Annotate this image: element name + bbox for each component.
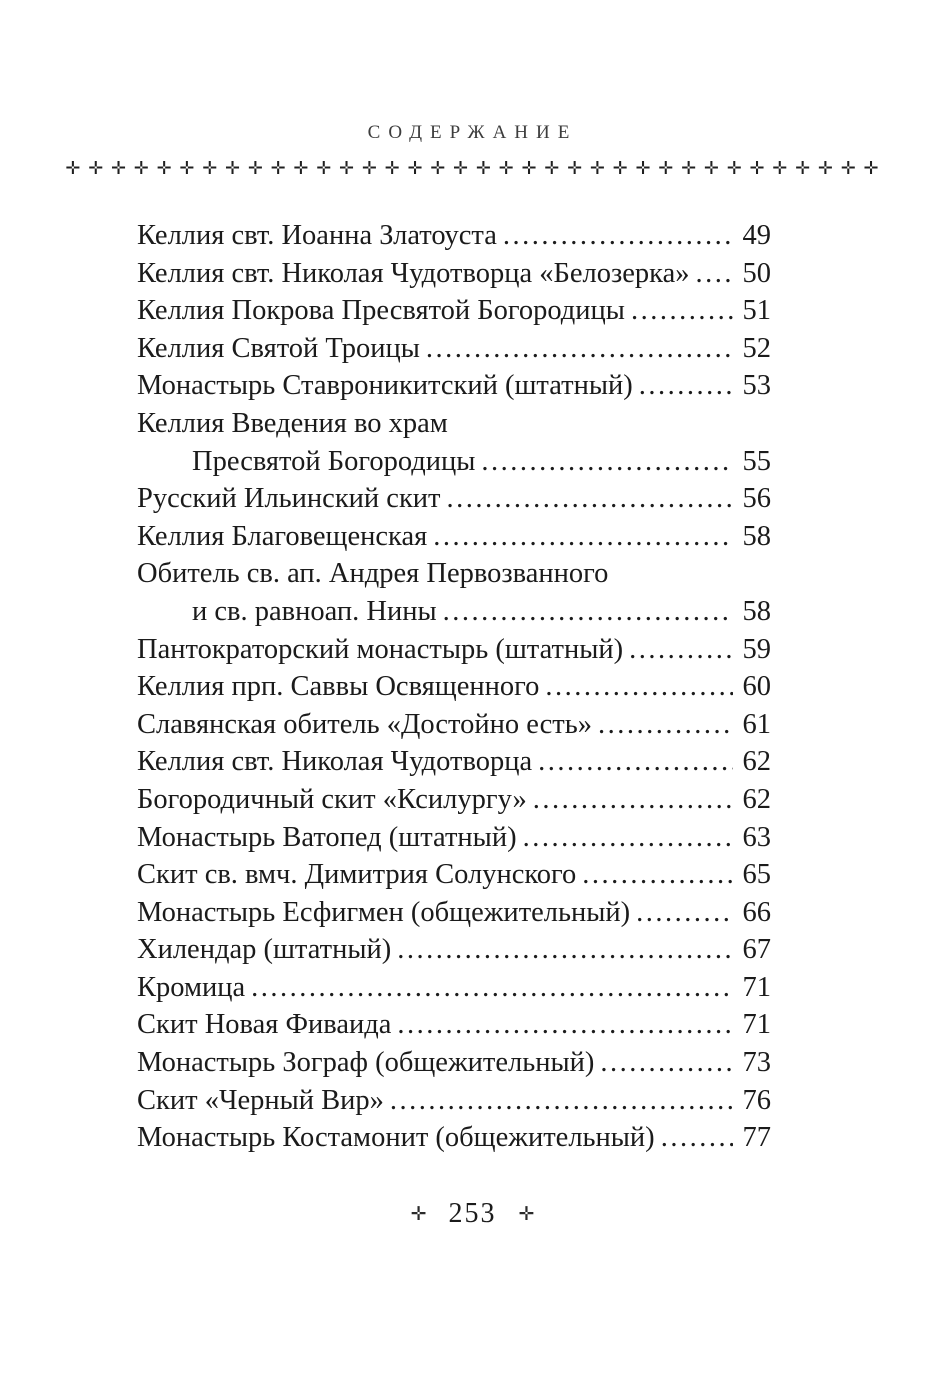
toc-entry-title: Скит Новая Фиваида xyxy=(137,1009,392,1041)
toc-entry-title: Славянская обитель «Достойно есть» xyxy=(137,708,592,740)
dot-leader xyxy=(629,631,733,669)
footer-cross-ornament-right-icon: ✛ xyxy=(518,1203,535,1225)
toc-entry-page: 76 xyxy=(742,1084,771,1116)
toc-entry-title: Келлия свт. Николая Чудотворца «Белозерка» xyxy=(137,257,690,289)
dot-leader xyxy=(639,367,733,405)
toc-entry-page: 49 xyxy=(742,220,771,251)
toc-entry-title: Русский Ильинский скит xyxy=(137,483,441,515)
toc-entry-page: 58 xyxy=(742,595,771,627)
toc-entry xyxy=(137,819,771,857)
toc-entry xyxy=(137,555,771,593)
toc-entry-page: 71 xyxy=(742,971,771,1003)
toc-entry-title: Келлия Покрова Пресвятой Богородицы xyxy=(137,295,625,327)
toc-entry xyxy=(137,969,771,1007)
toc-entry-page: 71 xyxy=(742,1009,771,1041)
dot-leader xyxy=(426,330,733,368)
table-of-contents xyxy=(137,217,771,1157)
toc-entry-page: 53 xyxy=(742,370,771,402)
dot-leader xyxy=(481,443,733,481)
toc-entry-title: Монастырь Зограф (общежительный) xyxy=(137,1047,595,1079)
toc-entry xyxy=(137,931,771,969)
toc-entry xyxy=(137,856,771,894)
toc-entry-title: Скит св. вмч. Димитрия Солунского xyxy=(137,859,577,891)
page-number: 253 xyxy=(448,1198,497,1229)
dot-leader xyxy=(503,217,733,255)
toc-entry xyxy=(137,781,771,819)
toc-entry-title: Монастырь Ставроникитский (штатный) xyxy=(137,370,633,402)
toc-entry xyxy=(137,330,771,368)
toc-entry xyxy=(137,631,771,669)
toc-entry xyxy=(137,443,771,481)
toc-entry xyxy=(137,518,771,556)
dot-leader xyxy=(598,706,733,744)
dot-leader xyxy=(390,1082,733,1120)
toc-entry-page: 73 xyxy=(742,1047,771,1079)
toc-entry xyxy=(137,367,771,405)
toc-entry-title: Обитель св. ап. Андрея Первозванного xyxy=(137,558,609,590)
toc-entry-page: 55 xyxy=(742,445,771,477)
toc-entry-page: 56 xyxy=(742,483,771,515)
toc-entry xyxy=(137,1082,771,1120)
toc-entry xyxy=(137,894,771,932)
dot-leader xyxy=(636,894,733,932)
toc-entry-title: Келлия прп. Саввы Освященного xyxy=(137,671,540,703)
toc-entry-title: Келлия свт. Иоанна Златоуста xyxy=(137,220,497,251)
toc-entry-title: Монастырь Костамонит (общежительный) xyxy=(137,1122,655,1154)
toc-entry-title: Монастырь Есфигмен (общежительный) xyxy=(137,896,631,928)
ornament-border: ✛ ✛ ✛ ✛ ✛ ✛ ✛ ✛ ✛ ✛ ✛ ✛ ✛ ✛ ✛ ✛ ✛ ✛ ✛ ✛ ✛ ✛ ✛ ✛ ✛ ✛ ✛ ✛ ✛ ✛ ✛ ✛ ✛ ✛ ✛ ✛ xyxy=(65,158,880,179)
dot-leader xyxy=(582,856,733,894)
toc-entry-title: Пантократорский монастырь (штатный) xyxy=(137,633,624,665)
dot-leader xyxy=(695,255,733,293)
toc-entry-title: Скит «Черный Вир» xyxy=(137,1084,384,1116)
toc-entry xyxy=(137,668,771,706)
footer-cross-ornament-left-icon: ✛ xyxy=(410,1203,427,1225)
toc-entry xyxy=(137,480,771,518)
page-title: СОДЕРЖАНИЕ xyxy=(367,122,578,143)
toc-entry xyxy=(137,292,771,330)
toc-entry-page: 62 xyxy=(742,746,771,778)
toc-entry-page: 63 xyxy=(742,821,771,853)
dot-leader xyxy=(397,931,733,969)
toc-entry xyxy=(137,706,771,744)
toc-entry-title: Богородичный скит «Ксилургу» xyxy=(137,783,527,815)
page-footer xyxy=(0,1198,945,1230)
toc-entry-page: 59 xyxy=(742,633,771,665)
toc-entry xyxy=(137,405,771,443)
toc-entry-page: 65 xyxy=(742,859,771,891)
dot-leader xyxy=(600,1044,733,1082)
toc-entry-title: Келлия Благовещенская xyxy=(137,520,428,552)
dot-leader xyxy=(523,819,733,857)
toc-entry xyxy=(137,217,771,255)
dot-leader xyxy=(545,668,733,706)
toc-entry-title: Монастырь Ватопед (штатный) xyxy=(137,821,517,853)
dot-leader xyxy=(447,480,733,518)
dot-leader xyxy=(538,743,733,781)
toc-entry xyxy=(137,1119,771,1157)
dot-leader xyxy=(661,1119,733,1157)
toc-entry-title: и св. равноап. Нины xyxy=(192,595,437,627)
toc-entry xyxy=(137,743,771,781)
toc-entry-page: 77 xyxy=(742,1122,771,1154)
toc-entry-page: 60 xyxy=(742,671,771,703)
toc-entry-page: 61 xyxy=(742,708,771,740)
toc-entry xyxy=(137,593,771,631)
toc-entry-page: 51 xyxy=(742,295,771,327)
toc-entry-title: Келлия Введения во храм xyxy=(137,407,448,439)
toc-entry-page: 67 xyxy=(742,934,771,966)
toc-entry-title: Келлия Святой Троицы xyxy=(137,332,420,364)
toc-entry-page: 58 xyxy=(742,520,771,552)
dot-leader xyxy=(397,1006,733,1044)
dot-leader xyxy=(251,969,733,1007)
toc-entry xyxy=(137,1006,771,1044)
toc-entry-title: Келлия свт. Николая Чудотворца xyxy=(137,746,533,778)
toc-entry-page: 62 xyxy=(742,783,771,815)
dot-leader xyxy=(631,292,733,330)
toc-entry-title: Пресвятой Богородицы xyxy=(192,445,476,477)
toc-entry-page: 52 xyxy=(742,332,771,364)
toc-entry-title: Кромица xyxy=(137,971,246,1003)
toc-entry xyxy=(137,1044,771,1082)
dot-leader xyxy=(433,518,733,556)
toc-entry-title: Хилендар (штатный) xyxy=(137,934,392,966)
dot-leader xyxy=(533,781,733,819)
toc-entry xyxy=(137,255,771,293)
dot-leader xyxy=(443,593,733,631)
toc-entry-page: 50 xyxy=(742,257,771,289)
toc-entry-page: 66 xyxy=(742,896,771,928)
